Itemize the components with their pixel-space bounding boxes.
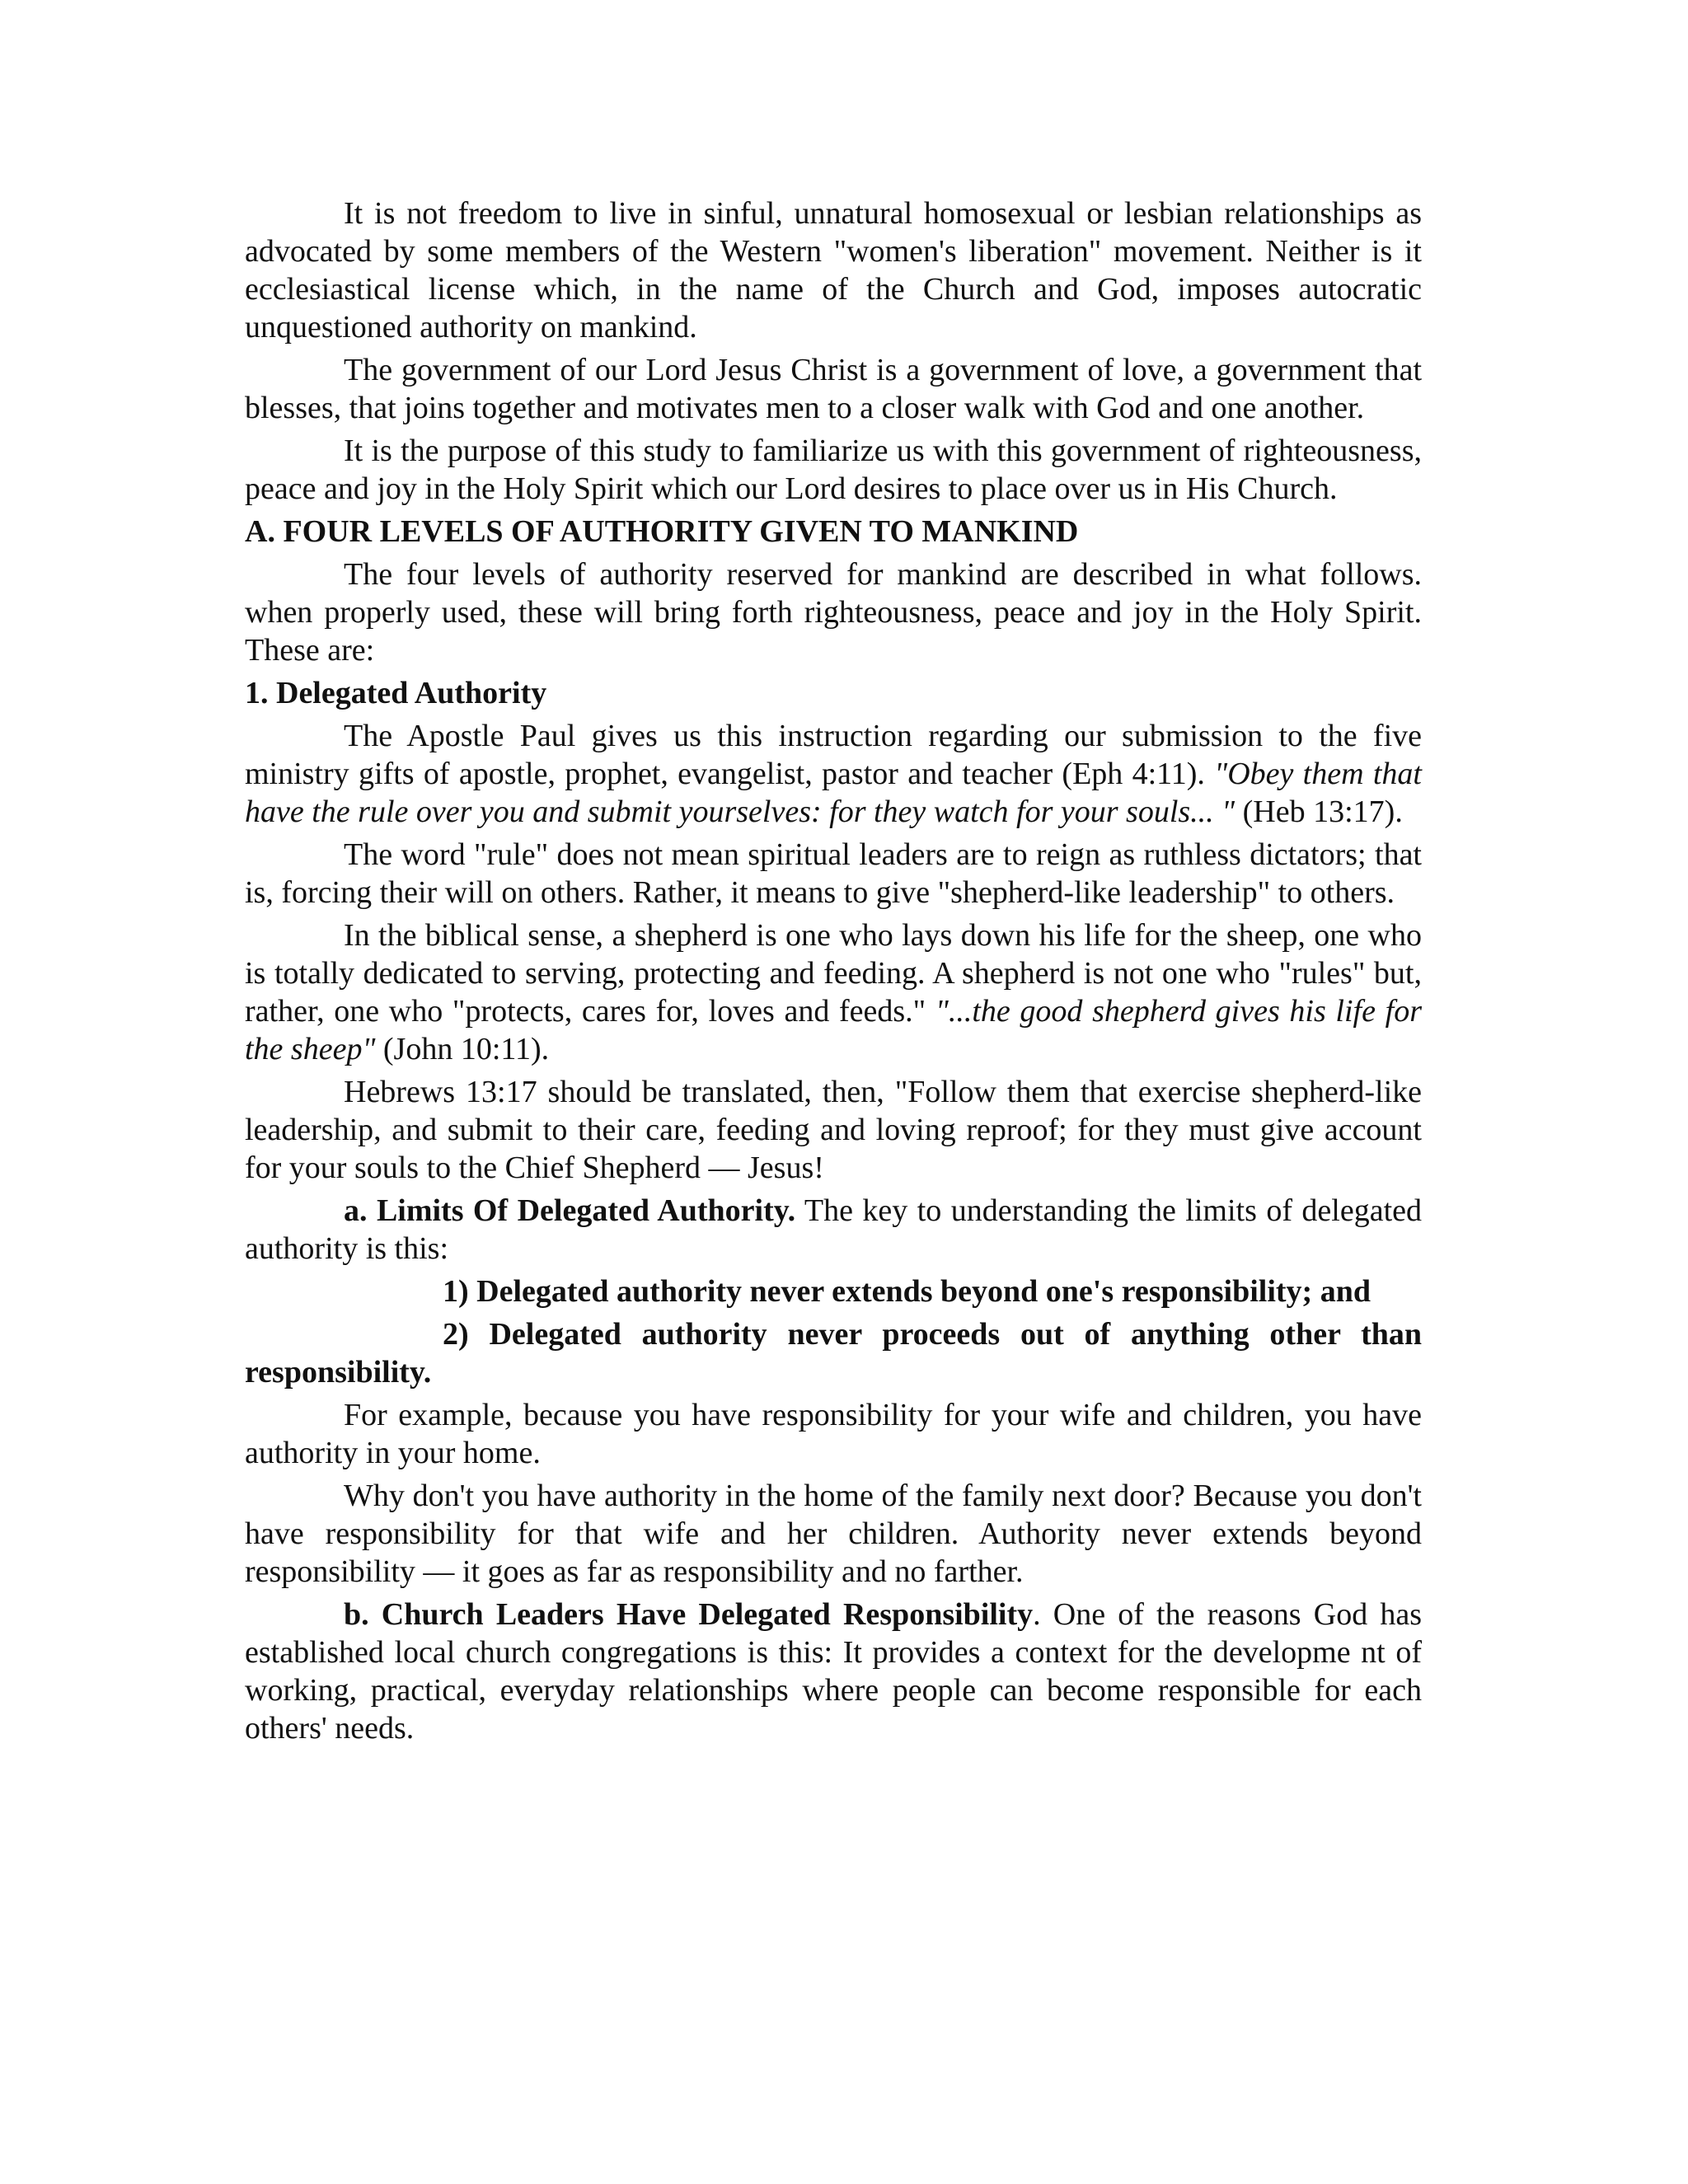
scripture-quote: "Obey them that have the rule over you and submit yourselves: for they watch for your souls... " <box>245 757 1422 829</box>
paragraph-text: In the biblical sense, a shepherd is one who lays down his life for the sheep, one who is totally dedicated to serving, protecting and feeding. A shepherd is not one who "rules" but, rather, one who "protects, cares for, loves and feeds." <box>245 918 1422 1029</box>
paragraph-word-rule: The word "rule" does not mean spiritual leaders are to reign as ruthless dictators; that is, forcing their will on others. Rather, it means to give "shepherd-like leadership" to others. <box>245 837 1422 910</box>
document-page <box>245 194 1422 1752</box>
paragraph-text: The key to understanding the limits of delegated authority is this: <box>245 1193 1422 1266</box>
scripture-reference: (Heb 13:17). <box>1235 794 1403 829</box>
paragraph-government-of-love: The government of our Lord Jesus Christ is a government of love, a government that blesses, that joins together and motivates men to a closer walk with God and one another. <box>245 353 1422 425</box>
paragraph-church-leaders <box>245 1596 1422 1747</box>
section-heading-a: A. FOUR LEVELS OF AUTHORITY GIVEN TO MANKIND <box>245 514 1079 549</box>
paragraph-four-levels: The four levels of authority reserved for mankind are described in what follows. when properly used, these will bring forth righteousness, peace and joy in the Holy Spirit. These are: <box>245 557 1422 668</box>
paragraph-apostle-paul <box>245 717 1422 831</box>
scripture-reference: (John 10:11). <box>375 1032 550 1066</box>
paragraph-biblical-shepherd <box>245 916 1422 1068</box>
paragraph-text: . One of the reasons God has established local church congregations is this: It provides a context for the developme nt of working, practical, everyday relationships where people can become responsible for each others' needs. <box>245 1597 1422 1746</box>
paragraph-purpose: It is the purpose of this study to familiarize us with this government of righteousness, peace and joy in the Holy Spirit which our Lord desires to place over us in His Church. <box>245 434 1422 506</box>
scripture-quote: "...the good shepherd gives his life for the sheep" <box>245 994 1422 1066</box>
paragraph-freedom: It is not freedom to live in sinful, unnatural homosexual or lesbian relationships as advocated by some members of the Western "women's liberation" movement. Neither is it ecclesiastical license which, in the name of the Church and God, imposes autocratic unquestioned authority on mankind. <box>245 196 1422 344</box>
rule-item-2: 2) Delegated authority never proceeds out of anything other than responsibility. <box>245 1317 1422 1390</box>
paragraph-text: The Apostle Paul gives us this instruction regarding our submission to the five ministry gifts of apostle, prophet, evangelist, pastor and teacher (Eph 4:11). <box>245 719 1422 791</box>
paragraph-example-home: For example, because you have responsibility for your wife and children, you have authority in your home. <box>245 1398 1422 1470</box>
paragraph-next-door: Why don't you have authority in the home of the family next door? Because you don't have responsibility for that wife and her children. Authority never extends beyond responsibility — it goes as far as responsibility and no farther. <box>245 1479 1422 1589</box>
subheading-delegated-authority: 1. Delegated Authority <box>245 676 547 710</box>
paragraph-hebrews-translation: Hebrews 13:17 should be translated, then, "Follow them that exercise shepherd-like leadership, and submit to their care, feeding and loving reproof; for they must give account for your souls to the Chief Shepherd — Jesus! <box>245 1075 1422 1185</box>
rule-item-1: 1) Delegated authority never extends beyond one's responsibility; and <box>443 1274 1371 1309</box>
limits-heading: a. Limits Of Delegated Authority. <box>344 1193 796 1228</box>
church-leaders-heading: b. Church Leaders Have Delegated Responsibility <box>344 1597 1034 1632</box>
paragraph-limits <box>245 1192 1422 1268</box>
